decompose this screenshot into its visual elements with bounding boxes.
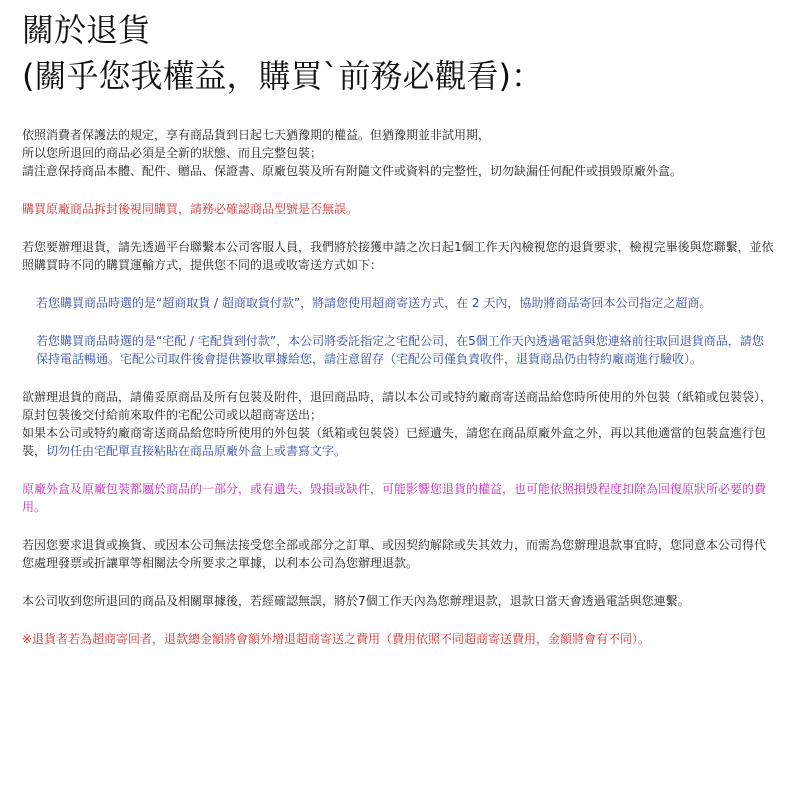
paragraph-packaging-damage-notice	[22, 480, 774, 516]
paragraph-home-delivery-return	[22, 332, 774, 368]
paragraph-line: 請注意保持商品本體、配件、贈品、保證書、原廠包裝及所有附隨文件或資料的完整性，切勿缺漏任何配件或損毀原廠外盒。	[22, 164, 683, 178]
paragraph-refund-timing	[22, 592, 774, 610]
paragraph-line: 原廠外盒及原廠包裝都屬於商品的一部分，或有遺失、毀損或缺件，可能影響您退貨的權益，也可能依照損毀程度扣除為回復原狀所必要的費用。	[22, 482, 767, 514]
paragraph-line: 若您購買商品時選的是“宅配 / 宅配貨到付款”，本公司將委託指定之宅配公司，在5個工作天內透過電話與您連絡前往取回退貨商品，請您保持電話暢通。宅配公司取件後會提供簽收單據給您，請注意留存（宅配公司僅負責收件，退貨商品仍由特約廠商進行驗收）。	[36, 334, 764, 366]
page-subtitle: (關乎您我權益，購買`前務必觀看)：	[22, 57, 543, 95]
paragraph-cooling-off-period	[22, 126, 774, 180]
paragraph-line: 若您要辦理退貨，請先透過平台聯繫本公司客服人員，我們將於接獲申請之次日起1個工作天內檢視您的退貨要求，檢視完畢後與您聯繫，並依照購買時不同的購買運輸方式，提供您不同的退或收寄送方式如下：	[22, 240, 774, 272]
paragraph-line: 所以您所退回的商品必須是全新的狀態、而且完整包裝；	[22, 146, 323, 160]
paragraph-line: 若您購買商品時選的是“超商取貨 / 超商取貨付款”，將請您使用超商寄送方式，在 2 天內，協助將商品寄回本公司指定之超商。	[36, 296, 712, 310]
paragraph-line: 購買原廠商品拆封後視同購買，請務必確認商品型號是否無誤。	[22, 202, 359, 216]
paragraph-packaging-instructions	[22, 388, 774, 460]
paragraph-text: 如果本公司或特約廠商寄送商品給您時所使用的外包裝（紙箱或包裝袋）已經遺失，請您在商品原廠外盒之外，再以其他適當的包裝盒進行包裝，	[22, 426, 767, 458]
paragraph-line: 依照消費者保護法的規定，享有商品貨到日起七天猶豫期的權益。但猶豫期並非試用期，	[22, 128, 491, 142]
paragraph-line	[22, 424, 774, 460]
paragraph-line: ※退貨者若為超商寄回者，退款總金額將會額外增退超商寄送之費用（費用依照不同超商寄送費用，金額將會有不同）。	[22, 632, 651, 646]
paragraph-highlight-text: 切勿任由宅配單直接粘貼在商品原廠外盒上或書寫文字。	[46, 444, 347, 458]
paragraph-line: 若因您要求退貨或換貨、或因本公司無法接受您全部或部分之訂單、或因契約解除或失其效力，而需為您辦理退款事宜時，您同意本公司得代您處理發票或折讓單等相關法令所要求之單據，以利本公司為您辦理退款。	[22, 538, 767, 570]
paragraph-line: 欲辦理退貨的商品，請備妥原商品及所有包裝及附件，退回商品時，請以本公司或特約廠商寄送商品給您時所使用的外包裝（紙箱或包裝袋），原封包裝後交付給前來取件的宅配公司或以超商寄送出；	[22, 390, 773, 422]
paragraph-line: 本公司收到您所退回的商品及相關單據後，若經確認無誤，將於7個工作天內為您辦理退款，退款日當天會透過電話與您連繫。	[22, 594, 690, 608]
paragraph-refund-invoice	[22, 536, 774, 572]
paragraph-return-procedure	[22, 238, 774, 274]
paragraph-convenience-store-return	[22, 294, 774, 312]
paragraph-original-product-notice	[22, 200, 774, 218]
paragraph-shipping-fee-note	[22, 630, 774, 648]
page-title: 關於退貨	[22, 11, 151, 49]
policy-body	[22, 126, 774, 668]
